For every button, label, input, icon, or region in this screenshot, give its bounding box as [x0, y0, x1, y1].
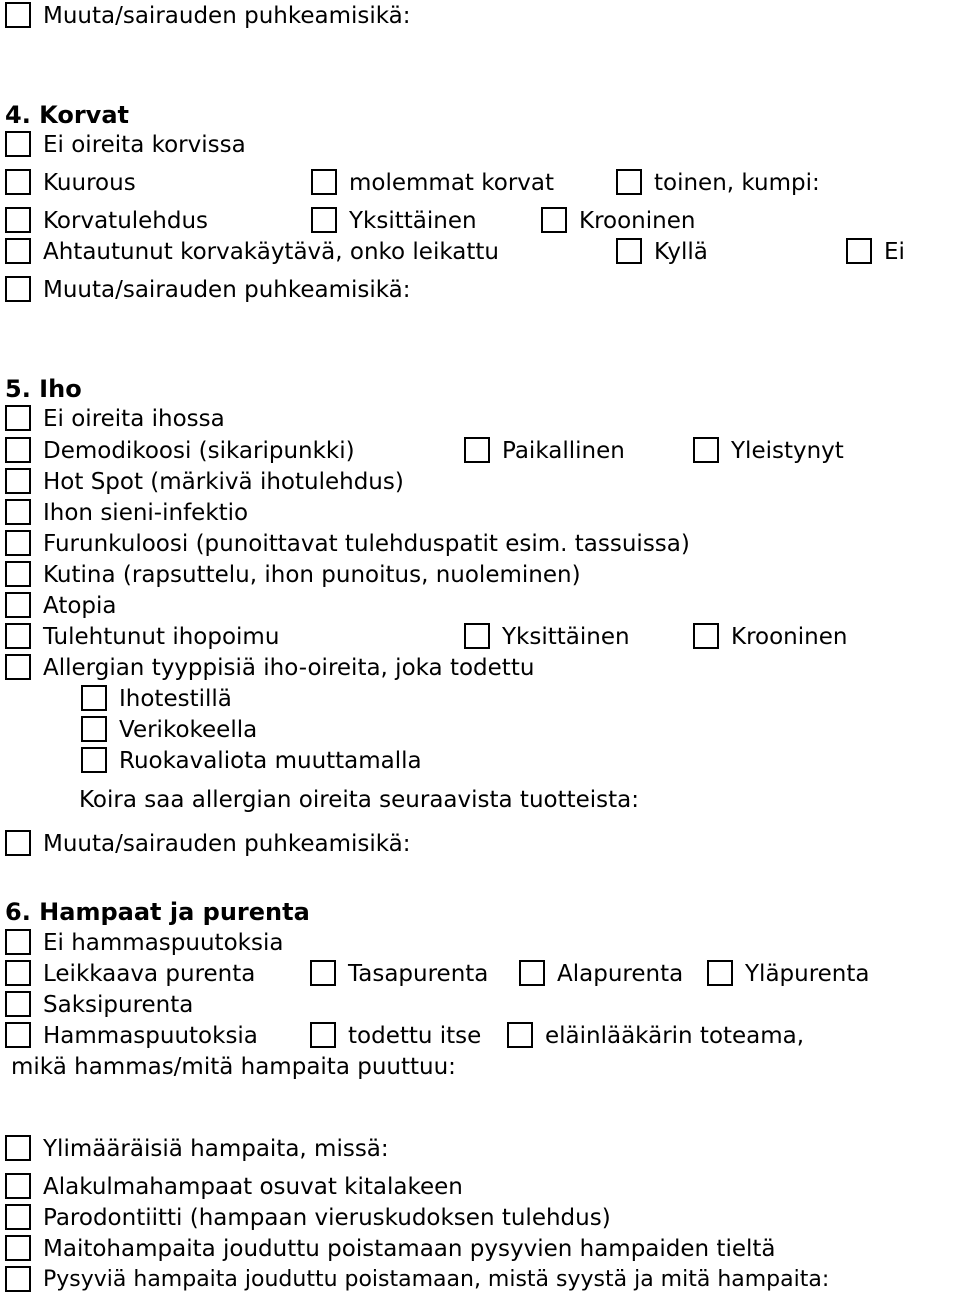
skin-blood-test-label: Verikokeella [119, 717, 258, 743]
skin-other-checkbox[interactable] [5, 830, 31, 856]
teeth-underbite-checkbox[interactable] [519, 960, 545, 986]
ears-otitis-checkbox[interactable] [5, 207, 31, 233]
skin-other-label: Muuta/sairauden puhkeamisikä: [43, 831, 411, 857]
ears-narrow-label: Ahtautunut korvakäytävä, onko leikattu [43, 239, 499, 265]
teeth-self-found-checkbox[interactable] [310, 1022, 336, 1048]
ears-other-label: Muuta/sairauden puhkeamisikä: [43, 277, 411, 303]
ears-one-checkbox[interactable] [616, 169, 642, 195]
skin-demodicosis-label: Demodikoosi (sikaripunkki) [43, 438, 355, 464]
ears-no-label: Ei [884, 239, 905, 265]
skin-diet-checkbox[interactable] [81, 747, 107, 773]
teeth-milk-teeth-label: Maitohampaita jouduttu poistamaan pysyvien hampaiden tieltä [43, 1236, 776, 1262]
skin-inflamed-pad-label: Tulehtunut ihopoimu [43, 624, 280, 650]
ears-deafness-label: Kuurous [43, 170, 136, 196]
skin-diet-label: Ruokavaliota muuttamalla [119, 748, 422, 774]
teeth-overbite-label: Yläpurenta [745, 961, 870, 987]
skin-itching-label: Kutina (rapsuttelu, ihon punoitus, nuoleminen) [43, 562, 581, 588]
teeth-reverse-scissor-checkbox[interactable] [5, 991, 31, 1017]
teeth-level-label: Tasapurenta [348, 961, 489, 987]
teeth-periodontitis-label: Parodontiitti (hampaan vieruskudoksen tulehdus) [43, 1205, 611, 1231]
skin-furunculosis-checkbox[interactable] [5, 530, 31, 556]
ears-single-label: Yksittäinen [349, 208, 477, 234]
ears-narrow-checkbox[interactable] [5, 238, 31, 264]
teeth-missing-label: Hammaspuutoksia [43, 1023, 258, 1049]
skin-general-checkbox[interactable] [693, 437, 719, 463]
skin-no-symptoms-label: Ei oireita ihossa [43, 406, 225, 432]
teeth-extra-label: Ylimääräisiä hampaita, missä: [43, 1136, 389, 1162]
ears-yes-checkbox[interactable] [616, 238, 642, 264]
teeth-no-missing-checkbox[interactable] [5, 929, 31, 955]
ears-deafness-checkbox[interactable] [5, 169, 31, 195]
ears-chronic-checkbox[interactable] [541, 207, 567, 233]
teeth-scissor-checkbox[interactable] [5, 960, 31, 986]
skin-inflamed-pad-checkbox[interactable] [5, 623, 31, 649]
skin-allergy-checkbox[interactable] [5, 654, 31, 680]
teeth-which-missing-label: mikä hammas/mitä hampaita puuttuu: [11, 1054, 456, 1080]
teeth-lower-canines-label: Alakulmahampaat osuvat kitalakeen [43, 1174, 463, 1200]
skin-hot-spot-label: Hot Spot (märkivä ihotulehdus) [43, 469, 404, 495]
skin-single-label: Yksittäinen [502, 624, 630, 650]
skin-itching-checkbox[interactable] [5, 561, 31, 587]
ears-single-checkbox[interactable] [311, 207, 337, 233]
teeth-vet-found-checkbox[interactable] [507, 1022, 533, 1048]
teeth-permanent-removed-checkbox[interactable] [5, 1266, 31, 1292]
teeth-periodontitis-checkbox[interactable] [5, 1204, 31, 1230]
ears-other-checkbox[interactable] [5, 276, 31, 302]
top-other-checkbox[interactable] [5, 2, 31, 28]
teeth-underbite-label: Alapurenta [557, 961, 684, 987]
ears-one-label: toinen, kumpi: [654, 170, 820, 196]
ears-no-symptoms-checkbox[interactable] [5, 131, 31, 157]
teeth-lower-canines-checkbox[interactable] [5, 1173, 31, 1199]
skin-fungal-label: Ihon sieni-infektio [43, 500, 249, 526]
skin-blood-test-checkbox[interactable] [81, 716, 107, 742]
section-teeth-heading: 6. Hampaat ja purenta [5, 898, 310, 926]
teeth-level-checkbox[interactable] [310, 960, 336, 986]
ears-yes-label: Kyllä [654, 239, 708, 265]
ears-otitis-label: Korvatulehdus [43, 208, 209, 234]
teeth-no-missing-label: Ei hammaspuutoksia [43, 930, 284, 956]
skin-furunculosis-label: Furunkuloosi (punoittavat tulehduspatit esim. tassuissa) [43, 531, 690, 557]
skin-fungal-checkbox[interactable] [5, 499, 31, 525]
teeth-milk-teeth-checkbox[interactable] [5, 1235, 31, 1261]
skin-chronic-label: Krooninen [731, 624, 848, 650]
teeth-vet-found-label: eläinlääkärin toteama, [545, 1023, 805, 1049]
skin-atopy-checkbox[interactable] [5, 592, 31, 618]
skin-demodicosis-checkbox[interactable] [5, 437, 31, 463]
teeth-reverse-scissor-label: Saksipurenta [43, 992, 194, 1018]
skin-no-symptoms-checkbox[interactable] [5, 405, 31, 431]
skin-local-label: Paikallinen [502, 438, 625, 464]
skin-general-label: Yleistynyt [731, 438, 844, 464]
skin-hot-spot-checkbox[interactable] [5, 468, 31, 494]
skin-single-checkbox[interactable] [464, 623, 490, 649]
teeth-self-found-label: todettu itse [348, 1023, 482, 1049]
skin-allergy-label: Allergian tyyppisiä iho-oireita, joka todettu [43, 655, 535, 681]
skin-atopy-label: Atopia [43, 593, 117, 619]
teeth-scissor-label: Leikkaava purenta [43, 961, 256, 987]
teeth-missing-checkbox[interactable] [5, 1022, 31, 1048]
skin-chronic-checkbox[interactable] [693, 623, 719, 649]
ears-no-symptoms-label: Ei oireita korvissa [43, 132, 246, 158]
ears-both-label: molemmat korvat [349, 170, 555, 196]
skin-skin-test-checkbox[interactable] [81, 685, 107, 711]
teeth-extra-checkbox[interactable] [5, 1135, 31, 1161]
teeth-permanent-removed-label: Pysyviä hampaita jouduttu poistamaan, mistä syystä ja mitä hampaita: [43, 1267, 830, 1292]
ears-chronic-label: Krooninen [579, 208, 696, 234]
skin-local-checkbox[interactable] [464, 437, 490, 463]
section-ears-heading: 4. Korvat [5, 101, 129, 129]
section-skin-heading: 5. Iho [5, 375, 82, 403]
skin-allergy-products-label: Koira saa allergian oireita seuraavista tuotteista: [79, 787, 640, 813]
top-other-label: Muuta/sairauden puhkeamisikä: [43, 3, 411, 29]
ears-no-checkbox[interactable] [846, 238, 872, 264]
ears-both-checkbox[interactable] [311, 169, 337, 195]
skin-skin-test-label: Ihotestillä [119, 686, 232, 712]
teeth-overbite-checkbox[interactable] [707, 960, 733, 986]
